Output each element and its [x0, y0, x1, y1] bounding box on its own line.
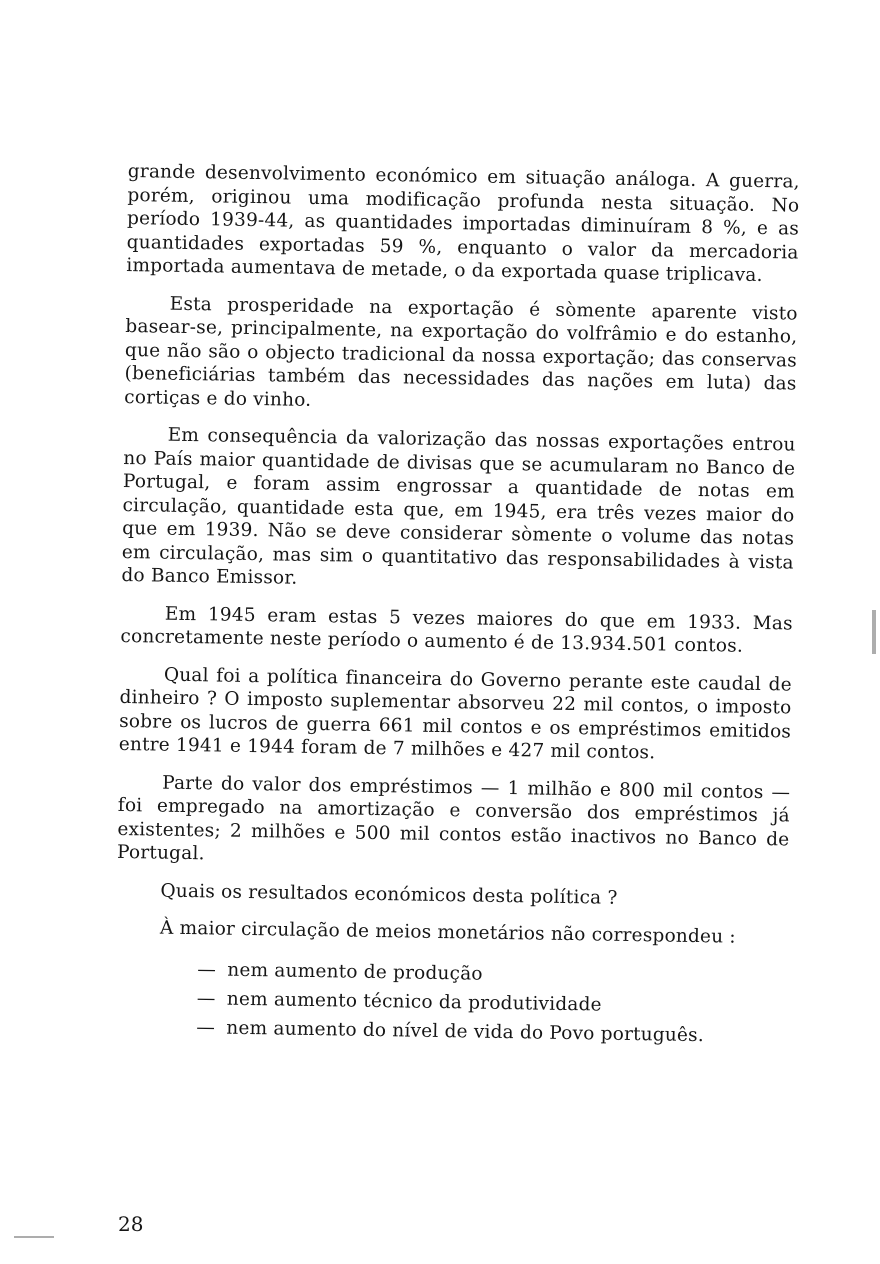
page-number: 28 — [118, 1212, 144, 1236]
paragraph-loans-use: Parte do valor dos empréstimos — 1 milhão e 800 mil contos — foi empregado na amortização e conversão dos empréstimos já existentes; 2 milhões e 500 mil contos estão inactivos no Banco de Portugal. — [116, 772, 791, 865]
paragraph-economic-development: grande desenvolvimento económico em situação análoga. A guerra, porém, originou uma modificação profunda nesta situação. No período 1939-44, as quantidades importadas diminuíram 8 %, e as quantidades exportadas 59 %, enquanto o valor da mercadoria importada aumentava de metade, o da exportada quase triplicava. — [126, 160, 800, 286]
scan-artifact — [872, 610, 876, 654]
list-item-text: nem aumento do nível de vida do Povo português. — [226, 1017, 705, 1046]
consequences-list — [196, 955, 787, 1051]
paragraph-financial-policy: Qual foi a política financeira do Governo perante este caudal de dinheiro ? O imposto suplementar absorveu 22 mil contos, o imposto sobre os lucros de guerra 661 mil contos e os empréstimos emitidos entre 1941 e 1944 foram de 7 milhões e 427 mil contos. — [118, 664, 793, 764]
body-text — [114, 160, 800, 1051]
scan-artifact — [14, 1236, 54, 1238]
paragraph-currency-accumulation: Em consequência da valorização das nossas exportações entrou no País maior quantidade de divisas que se acumularam no Banco de Portugal, e foram assim engrossar a quantidade de notas em circulação, quantidade esta que, em 1945, era três vezes maior do que em 1939. Não se deve considerar sòmente o volume das notas em circulação, mas sim o quantitativo das responsabilidades à vista do Banco Emissor. — [121, 424, 796, 589]
paragraph-monetary-circulation: À maior circulação de meios monetários não correspondeu : — [159, 917, 736, 948]
dash-marker: — — [196, 1016, 216, 1038]
list-item-text: nem aumento de produção — [227, 959, 483, 985]
paragraph-economic-results-question: Quais os resultados económicos desta política ? — [160, 880, 618, 909]
paragraph-export-prosperity: Esta prosperidade na exportação é sòmente aparente visto basear-se, principalmente, na exportação do volfrâmio e do estanho, que não são o objecto tradicional da nossa exportação; das conservas (beneficiárias também das necessidades das nações em luta) das cortiças e do vinho. — [124, 293, 798, 411]
paragraph-1945-comparison: Em 1945 eram estas 5 vezes maiores do que em 1933. Mas concretamente neste período o aumento é de 13.934.501 contos. — [120, 603, 793, 657]
dash-marker: — — [196, 987, 216, 1009]
list-item-text: nem aumento técnico da produtividade — [226, 988, 602, 1016]
dash-marker: — — [197, 958, 217, 980]
